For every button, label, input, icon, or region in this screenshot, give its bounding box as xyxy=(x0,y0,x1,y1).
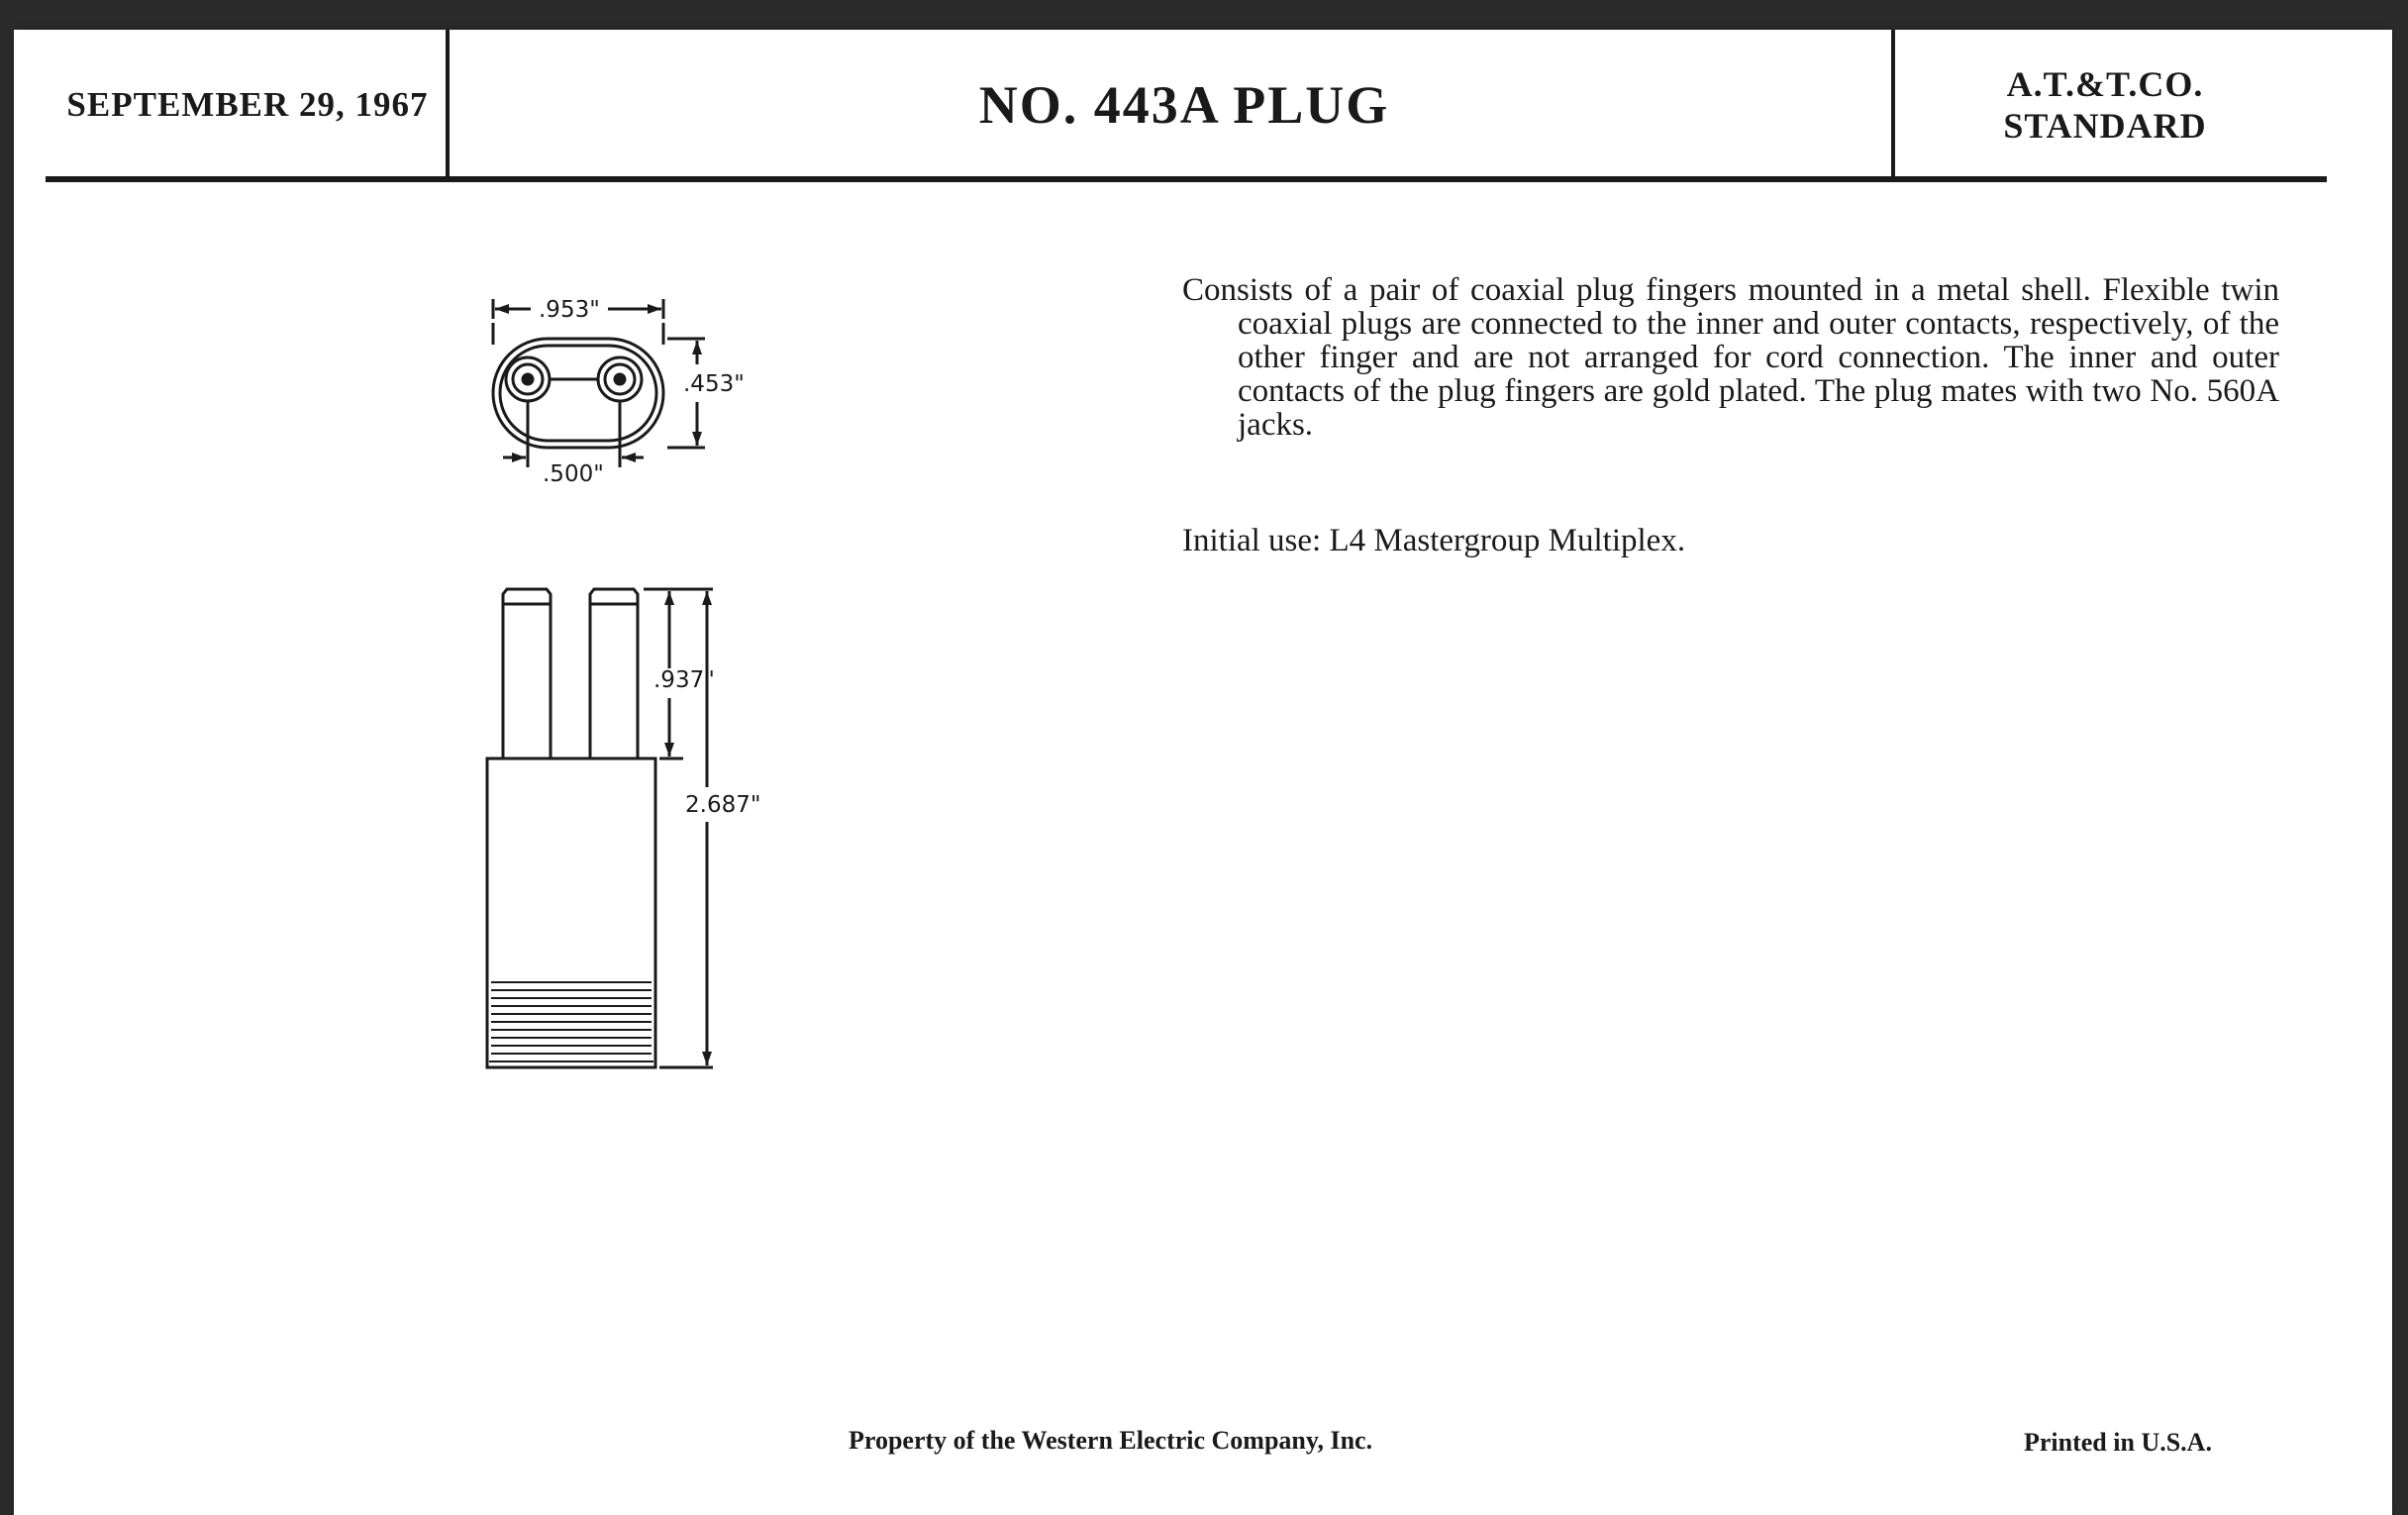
standard-word: STANDARD xyxy=(2003,106,2207,146)
side-view xyxy=(487,589,713,1067)
width-dim-label: .953" xyxy=(539,297,600,323)
printed-notice: Printed in U.S.A. xyxy=(2024,1428,2212,1457)
description-text: Consists of a pair of coaxial plug fingers mounted in a metal shell. Flexible twin coaxial plugs are connected to the inner and outer contacts, respectively, of the other finger and are not arranged for cord connection. The inner and outer contacts of the plug fingers are gold plated. The plug mates with two No. 560A jacks. xyxy=(1182,272,2279,443)
right-finger-contact xyxy=(615,374,625,384)
standard-sheet xyxy=(14,30,2392,1515)
initial-use-text: Initial use: L4 Mastergroup Multiplex. xyxy=(1182,523,1686,558)
shell-grip-lines xyxy=(491,982,652,1054)
top-view xyxy=(493,299,705,467)
right-finger xyxy=(590,589,638,758)
property-notice: Property of the Western Electric Company, Inc. xyxy=(849,1426,1373,1455)
left-finger-contact xyxy=(523,374,533,384)
standard-org: A.T.&T.CO. xyxy=(2006,64,2204,104)
height-dim-label: .453" xyxy=(683,371,745,397)
scan-top-border xyxy=(0,0,2408,34)
finger-dim-label: .937" xyxy=(653,667,715,693)
page-title: NO. 443A PLUG xyxy=(978,75,1390,135)
overall-dim-label: 2.687" xyxy=(685,792,761,818)
left-finger xyxy=(503,589,551,758)
side-view-arrows xyxy=(664,591,712,1065)
plug-drawing xyxy=(14,30,2392,1515)
issue-date: SEPTEMBER 29, 1967 xyxy=(66,85,429,124)
scan-right-border xyxy=(2394,0,2408,1515)
spacing-dim-label: .500" xyxy=(543,461,604,487)
